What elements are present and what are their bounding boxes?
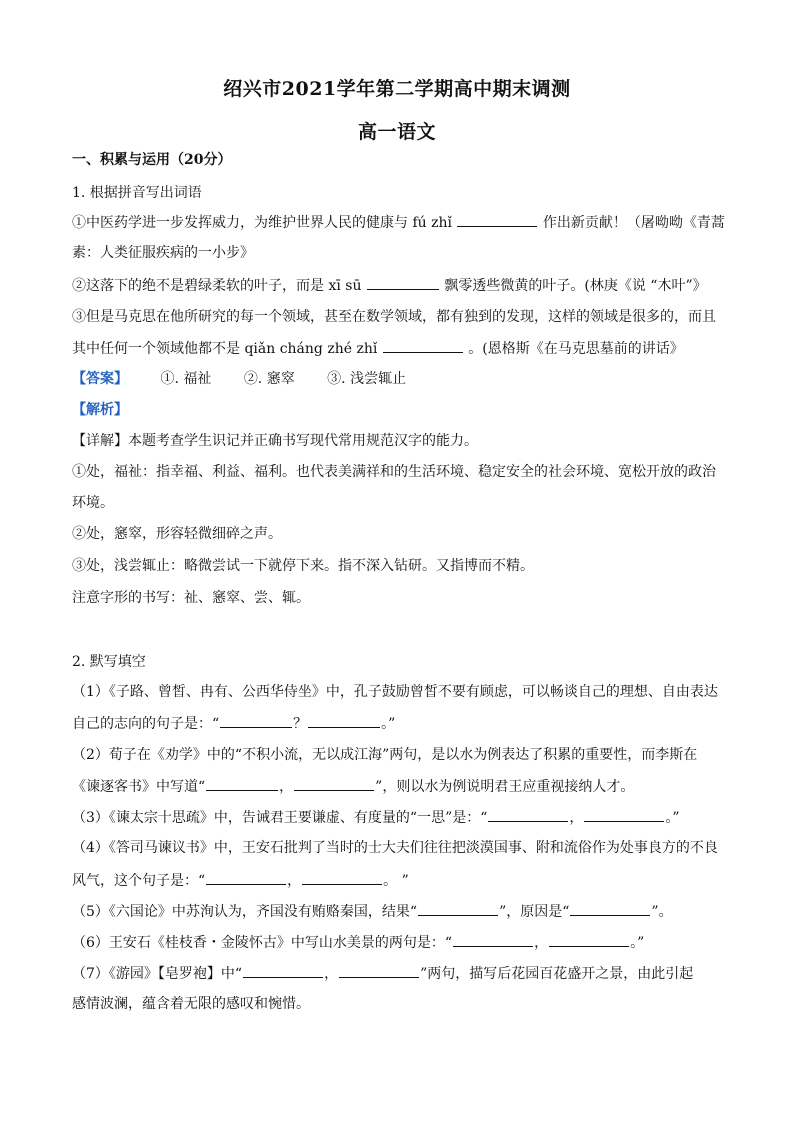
- page-title: 绍兴市2021学年第二学期高中期末调测: [223, 78, 571, 100]
- answer-blank: [457, 212, 537, 227]
- answer-blank: [243, 963, 323, 978]
- q1-title: 1. 根据拼音写出词语: [72, 185, 202, 201]
- q2-item2-text-d: ”，则以水为例说明君王应重视接纳人才。: [375, 779, 635, 795]
- answer-2: ②. 窸窣: [243, 371, 295, 387]
- q2-item5-text-a: （5）《六国论》中苏洵认为，齐国没有贿赂秦国，结果“: [72, 904, 418, 920]
- answer-blank: [570, 901, 650, 916]
- q1-item3-cont: [72, 338, 732, 359]
- q2-item3: [72, 807, 732, 828]
- q2-item3-text-b: ，: [569, 810, 584, 826]
- answer-blank: [220, 713, 292, 728]
- q1-item2: [72, 275, 732, 296]
- q2-item1-text-b: 自己的志向的句子是：“: [72, 716, 220, 732]
- detail-5: 注意字形的书写：祉、窸窣、尝、辄。: [72, 590, 310, 606]
- answer-blank: [453, 932, 533, 947]
- q1-item1-text-b: 作出新贡献！（屠呦呦《青蒿: [542, 215, 725, 231]
- answer-3: ③. 浅尝辄止: [327, 371, 407, 387]
- q2-item5-text-b: ”，原因是“: [499, 904, 570, 920]
- answer-blank: [206, 870, 286, 885]
- q2-item7-cont: 感情波澜，蕴含着无限的感叹和惋惜。: [72, 996, 310, 1012]
- answer-label: 【答案】: [72, 371, 128, 387]
- detail-2: ①处，福祉：指幸福、利益、福利。也代表美满祥和的生活环境、稳定安全的社会环境、宽松开放的政治: [72, 464, 716, 480]
- q2-item3-text-c: 。”: [665, 810, 680, 826]
- detail-1: 【详解】本题考查学生识记并正确书写现代常用规范汉字的能力。: [72, 433, 478, 449]
- q1-item1-text-a: ①中医药学进一步发挥威力，为维护世界人民的健康与 fú zhǐ: [72, 215, 452, 231]
- q2-item5-text-c: ”。: [651, 904, 673, 920]
- q1-item1: [72, 212, 732, 233]
- q2-item4: （4）《答司马谏议书》中，王安石批判了当时的士大夫们往往把淡漠国事、附和流俗作为处事良方的不良: [72, 840, 718, 856]
- q2-item5: [72, 901, 732, 922]
- q2-item1: （1）《子路、曾皙、冉有、公西华侍坐》中，孔子鼓励曾皙不要有顾虑，可以畅谈自己的理想、自由表达: [72, 684, 718, 700]
- q1-item2-text-b: 飘零透些微黄的叶子。(林庚《说 “木叶”》: [444, 278, 707, 294]
- answer-blank: [302, 870, 382, 885]
- q2-item4-text-c: ，: [287, 873, 302, 889]
- answer-blank: [294, 776, 374, 791]
- q2-item2-text-b: 《谏逐客书》中写道“: [72, 779, 206, 795]
- q2-item6-text-a: （6）王安石《桂枝香・金陵怀古》中写山水美景的两句是：“: [72, 935, 453, 951]
- answer-blank: [206, 776, 278, 791]
- q1-answer-row: [72, 369, 732, 389]
- q1-item3-text-c: 。(恩格斯《在马克思墓前的讲话》: [468, 341, 684, 357]
- q1-item3-text-b: 其中任何一个领域他都不是 qiǎn cháng zhé zhǐ: [72, 341, 378, 357]
- q2-item4-text-b: 风气，这个句子是：“: [72, 873, 206, 889]
- answer-blank: [367, 275, 439, 290]
- q2-item4-cont: [72, 870, 732, 891]
- q1-item3: ③但是马克思在他所研究的每一个领域，甚至在数学领域，都有独到的发现，这样的领域是很多的，而且: [72, 309, 716, 325]
- answer-blank: [584, 807, 664, 822]
- answer-blank: [308, 713, 380, 728]
- page-subtitle: 高一语文: [357, 121, 436, 143]
- q2-item6-text-c: 。”: [630, 935, 645, 951]
- answer-blank: [549, 932, 629, 947]
- q2-item2: （2）荀子在《劝学》中的“不积小流，无以成江海”两句，是以水为例表达了积累的重要性，而李斯在: [72, 747, 698, 763]
- detail-3: ②处，窸窣，形容轻微细碎之声。: [72, 526, 282, 542]
- q2-item7-text-a: （7）《游园》【皂罗袍】中“: [72, 966, 243, 982]
- q2-item2-cont: [72, 776, 732, 797]
- q1-item2-text-a: ②这落下的绝不是碧绿柔软的叶子，而是 xī sū: [72, 278, 362, 294]
- answer-blank: [339, 963, 419, 978]
- answer-blank: [418, 901, 498, 916]
- section-heading: 一、积累与运用（20分）: [72, 152, 232, 168]
- answer-1: ①. 福祉: [160, 371, 212, 387]
- q2-item1-text-c: ？: [293, 716, 308, 732]
- q2-item7-text-c: ”两句，描写后花园百花盛开之景，由此引起: [420, 966, 694, 982]
- detail-2-cont: 环境。: [72, 495, 114, 511]
- analysis-label: 【解析】: [72, 402, 128, 418]
- answer-blank: [383, 338, 463, 353]
- q2-item2-text-c: ，: [279, 779, 294, 795]
- q2-item7: [72, 963, 732, 984]
- q1-item1-cont: 素：人类征服疾病的一小步》: [72, 245, 254, 261]
- q2-item3-text-a: （3）《谏太宗十思疏》中，告诫君王要谦虚、有度量的“一思”是：“: [72, 810, 488, 826]
- q2-item4-text-d: 。 ”: [383, 873, 409, 889]
- answer-blank: [488, 807, 568, 822]
- q2-item7-text-b: ，: [324, 966, 339, 982]
- q2-title: 2. 默写填空: [72, 654, 146, 670]
- q2-item6: [72, 932, 732, 953]
- q2-item1-cont: [72, 713, 732, 734]
- detail-4: ③处，浅尝辄止：略微尝试一下就停下来。指不深入钻研。又指博而不精。: [72, 558, 534, 574]
- q2-item6-text-b: ，: [534, 935, 549, 951]
- q2-item1-text-d: 。”: [381, 716, 396, 732]
